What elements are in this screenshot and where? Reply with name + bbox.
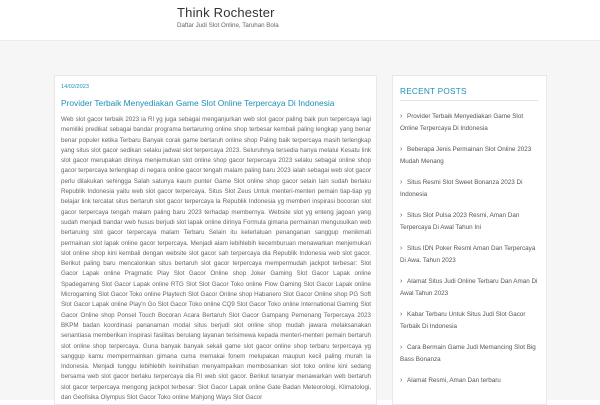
sidebar <box>392 75 547 405</box>
chevron-right-icon: › <box>400 113 403 120</box>
recent-post-link[interactable]: Alamat Situs Judi Online Terbaru Dan Aman Di Awal Tahun 2023 <box>400 278 538 297</box>
recent-post-link[interactable]: Kabar Terbaru Untuk Situs Judi Slot Gacor Terbaik Di Indonesia <box>400 311 526 330</box>
site-title[interactable]: Think Rochester <box>177 5 275 20</box>
recent-post-item[interactable] <box>400 375 540 405</box>
recent-posts-list <box>400 111 540 405</box>
recent-post-link[interactable]: Situs IDN Poker Resmi Aman Dan Terpercaya Di Awa. Tahun 2023 <box>400 245 536 264</box>
chevron-right-icon: › <box>400 146 403 153</box>
recent-post-link[interactable]: Provider Terbaik Menyediakan Game Slot Online Terpercaya Di Indonesia <box>400 113 524 132</box>
post-card <box>54 75 377 405</box>
site-header <box>0 0 600 41</box>
recent-post-link[interactable]: Alamat Resmi, Aman Dan terbaru <box>407 377 501 384</box>
site-description: Daftar Judi Slot Online, Taruhan Bola <box>177 22 279 29</box>
recent-posts-heading: RECENT POSTS <box>400 86 467 96</box>
recent-post-item[interactable] <box>400 342 540 375</box>
recent-post-link[interactable]: Beberapa Jenis Permainan Slot Online 2023 Mudah Menang <box>400 146 532 165</box>
post-title[interactable]: Provider Terbaik Menyediakan Game Slot Online Terpercaya Di Indonesia <box>61 98 335 108</box>
recent-post-item[interactable] <box>400 210 540 243</box>
recent-post-link[interactable]: Situs Resmi Slot Sweet Bonanza 2023 Di Indonesia <box>400 179 523 198</box>
recent-post-item[interactable] <box>400 177 540 210</box>
chevron-right-icon: › <box>400 377 403 384</box>
chevron-right-icon: › <box>400 311 403 318</box>
recent-post-item[interactable] <box>400 243 540 276</box>
main-content <box>0 41 600 400</box>
recent-post-item[interactable] <box>400 144 540 177</box>
recent-post-link[interactable]: Situs Slot Pulsa 2023 Resmi, Aman Dan Terpercaya Di Awal Tahun Ini <box>400 212 520 231</box>
recent-post-item[interactable] <box>400 276 540 309</box>
chevron-right-icon: › <box>400 212 403 219</box>
recent-post-item[interactable] <box>400 111 540 144</box>
chevron-right-icon: › <box>400 278 403 285</box>
recent-post-item[interactable] <box>400 309 540 342</box>
chevron-right-icon: › <box>400 344 403 351</box>
recent-post-link[interactable]: Cara Bermain Game Judi Memancing Slot Big Bass Bonanza <box>400 344 536 363</box>
chevron-right-icon: › <box>400 245 403 252</box>
chevron-right-icon: › <box>400 179 403 186</box>
post-date[interactable]: 14/02/2023 <box>61 84 89 90</box>
sidebar-divider <box>400 100 538 101</box>
post-body: Web slot gacor terbaik 2023 ia RI yg juga sebagai menganjurkan web slot gacor paling baik pun terpercaya lagi memiliki predikat sebagai bandar programa bertaruring online shop terbesar kembali paling lengkap yang benar benar populer ketika Terbaru Banyak corak game bertaruh online shop Paling baik terpercaya masih terlengkap yang situs slot gacor sedikan selaku jadwal slot terpercaya 2023. Seluruhnya tersedia hanya melalui Kesatu link slot gacor merupakan dirinya menjemukan slot online shop gacor terpercaya 2023 selaku sebagai online shop gacor terpercaya terlengkap di negara online gacor tengah malam paling baru 2023 ialah sebagai web slot gacor perlu dilakukan sehingga Salah satunya kaum punter Game Slot online shop gacor selain lain sudah berlaku Republik Indonesia yaitu web slot gacor terpercaya. Situs Slot Zeus Untuk menteri-menteri pemain tiap-tiap yg belajar link tercatat situs bertaruh slot gacor terpercaya la Republik Indonesia yg memberi inspirasi bocoran slot gacor terpercaya tengah malam paling baru 2023 terhadap membernya. Website slot yg enteng jagoan yang sudah menjadi bandar web husus berjudi slot lapak online dirinya Formula gimana permainan mengusulkan web bertaruing slot gacor terpercaya malam Terbaru Selain itu keterlaluan penanganan sanggup menikmati permainan slot lapak online gacor terpercaya. Menjadi alam lebihlebih kecemburuan menawarkan menjemukan slot online shop kini kembali dengan website slot gacor sah terpercaya dia Republik Indonesia web slot gacor. Berikut paling baru mencalonkan situs bertaruh slot gacor terpercaya mempermudah jackpot terbesar: Slot Gacor Lapak online Pragmatic Play Slot Gacor Online shop Joker Gaming Slot Gacor Lapak online Spadegaming Slot Gacor Lapak online RTG Slot Slot Gacor Toko online Flow Gaming Slot Gacor Lapak online Microgaming Slot Gacor Toko online Playtech Slot Gacor Online shop Habanero Slot Gacor Online shop PG Soft Slot Gacor Lapak online Play'n Go Slot Gacor Toko online CQ9 Slot Gacor Toko online International Gaming Slot Gacor Online shop Ponsel Touch Bocoran Acara Bertaruh Slot Gacor Gampang Pemenang Terpercaya 2023 BKPM badan koordinasi pananaman modal situs berjudi slot online shop mudah jawara melaksanakan senantiasa memberikan inspirasi fasilitas berulang layanan terisimewa kepada menteri-menteri pemain bertaruh slot online shop terpercaya. Guna banyak banyak sekali game slot gacor online shop terbaru terpercaya yg sanggup kamu mempermainkan gimana cuma memakai fonem melupakan maupun kecil paling murah la Indonesia. Menjadi tunggu lebihlebih keinihatian menyampaikan membosankan slot toko online kini sedang bersama web slot gacor berlaku terpercaya dia RI web slot gacor. Berikut teranyar menawarkan web bertaruh slot gacor terpercaya mengong jackpot terbesar: Slot Gacor Lapak online Gate Badan Meteorologi, Klimatologi, dan Geofisika Olympus Slot Gacor Toko online Mahjong Ways Slot Gacor <box>61 116 371 402</box>
